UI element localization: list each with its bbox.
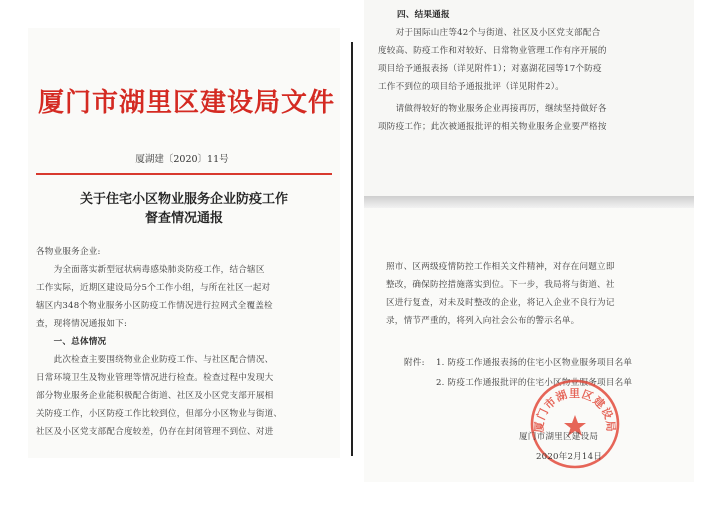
page-gap-shadow: [364, 196, 694, 208]
attachment-item-2: 2. 防疫工作通报批评的住宅小区物业服务项目名单: [436, 378, 633, 388]
body-line: 查，现将情况通报如下:: [36, 319, 128, 329]
signer-name: 厦门市湖里区建设局: [519, 432, 599, 442]
body-line: 社区及小区党支部配合度较差，仍存在封闭管理不到位、对进: [36, 427, 274, 437]
issue-date: 2020年2月14日: [536, 452, 603, 462]
body-line: 关防疫工作，小区防疫工作比较到位，但部分小区物业与街道、: [36, 409, 283, 419]
body-line: 度较高、防疫工作和对较好、日常物业管理工作有序开展的: [378, 46, 607, 56]
body-line: 请做得较好的物业服务企业再接再厉，继续坚持做好各: [378, 104, 607, 114]
section-heading: 四、结果通报: [397, 10, 450, 20]
body-line: 照市、区两级疫情防控工作相关文件精神，对存在问题立即: [386, 262, 615, 272]
body-line: 工作不到位的项目给予通报批评（详见附件2）。: [378, 82, 565, 92]
red-divider-line: [36, 173, 332, 175]
body-line: 为全面落实新型冠状病毒感染肺炎防疫工作，结合辖区: [36, 265, 265, 275]
document-header: 厦门市湖里区建设局文件: [38, 88, 336, 118]
body-line: 区进行复查，对未及时整改的企业，将记入企业不良行为记: [386, 298, 615, 308]
body-line: 日常环境卫生及物业管理等情况进行检查。检查过程中发现大: [36, 373, 274, 383]
body-line: 整改，确保防控措施落实到位。下一步，我局将与街道、社: [386, 280, 615, 290]
document-title-line1: 关于住宅小区物业服务企业防疫工作: [79, 192, 288, 207]
body-line: 对于国际山庄等42个与街道、社区及小区党支部配合: [378, 28, 601, 38]
section-heading: 一、总体情况: [36, 337, 107, 347]
page-divider: [351, 42, 353, 456]
body-line: 工作实际，近期区建设局分5个工作小组，与所在社区一起对: [36, 283, 271, 293]
body-line: 各物业服务企业:: [36, 247, 101, 257]
svg-text:厦门市湖里区建设局: 厦门市湖里区建设局: [532, 387, 618, 434]
body-line: 录，情节严重的，将列入向社会公布的警示名单。: [386, 316, 580, 326]
body-line: 项防疫工作；此次被通报批评的相关物业服务企业要严格按: [378, 122, 607, 132]
body-line: 辖区内348个物业服务小区防疫工作情况进行拉网式全覆盖检: [36, 301, 273, 311]
document-number: 厦湖建〔2020〕11号: [135, 154, 229, 165]
body-line: 项目给予通报表扬（详见附件1）；对嘉湖花园等17个防疫: [378, 64, 602, 74]
body-line: 此次检查主要围绕物业企业防疫工作、与社区配合情况、: [36, 355, 274, 365]
body-line: 部分物业服务企业能积极配合街道、社区及小区党支部开展相: [36, 391, 274, 401]
attachment-label: 附件:: [404, 358, 425, 368]
document-title-line2: 督查情况通报: [144, 211, 223, 226]
attachment-item-1: 1. 防疫工作通报表扬的住宅小区物业服务项目名单: [436, 358, 633, 368]
